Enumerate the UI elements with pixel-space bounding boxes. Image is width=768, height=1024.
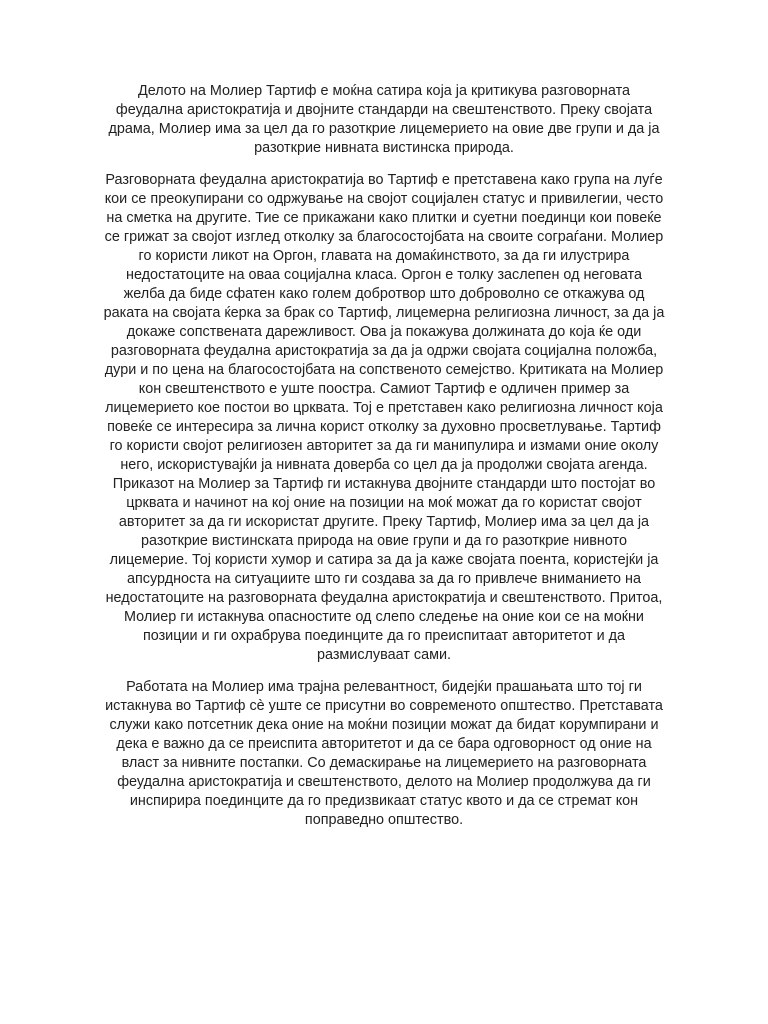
paragraph-intro: Делото на Молиер Тартиф е моќна сатира која ја критикува разговорната феудална аристократија и двојните стандарди на свештенството. Преку својата драма, Молиер има за цел да го разоткрие лицемерието на овие две групи и да ја разоткрие нивната вистинска природа. <box>108 83 660 156</box>
paragraph-conclusion: Работата на Молиер има трајна релевантност, бидејќи прашањата што тој ги истакнува во Тартиф сè уште се присутни во современото општество. Претставата служи како потсетник дека оние на моќни позиции можат да бидат корумпирани и дека е важно да се преиспита авторитетот и да се бара одговорност од оние на власт за нивните постапки. Со демаскирање на лицемерието на разговорната феудална аристократија и свештенството, делото на Молиер продолжува да ги инспирира поединците да го предизвикаат статус квото и да се стремат кон поправедно општество. <box>105 679 663 828</box>
paragraph-body: Разговорната феудална аристократија во Тартиф е претставена како група на луѓе кои се преокупирани со одржување на својот социјален статус и привилегии, често на сметка на другите. Тие се прикажани како плитки и суетни поединци кои повеќе се грижат за својот изглед отколку за благосостојбата на своите сограѓани. Молиер го користи ликот на Оргон, главата на домаќинството, за да ги илустрира недостатоците на оваа социјална класа. Оргон е толку заслепен од неговата желба да биде сфатен како голем добротвор што доброволно се откажува од раката на својата ќерка за брак со Тартиф, лицемерна религиозна личност, за да ја докаже сопствената дарежливост. Ова ја покажува должината до која ќе оди разговорната феудална аристократија за да ја одржи својата социјална положба, дури и по цена на благосостојбата на сопственото семејство. Критиката на Молиер кон свештенството е уште поостра. Самиот Тартиф е одличен пример за лицемерието кое постои во црквата. Тој е претставен како религиозна личност која повеќе се интересира за лична корист отколку за духовно просветлување. Тартиф го користи својот религиозен авторитет за да ги манипулира и измами оние околу него, искористувајќи ја нивната доверба со цел да ја продолжи својата агенда. Приказот на Молиер за Тартиф ги истакнува двојните стандарди што постојат во црквата и начинот на кој оние на позиции на моќ можат да го користат својот авторитет за да ги искористат другите. Преку Тартиф, Молиер има за цел да ја разоткрие вистинската природа на овие групи и да го разоткрие нивното лицемерие. Тој користи хумор и сатира за да ја каже својата поента, користејќи ја апсурдноста на ситуациите што ги создава за да го привлече вниманието на недостатоците на разговорната феудална аристократија и свештенството. Притоа, Молиер ги истакнува опасностите од слепо следење на оние кои се на моќни позиции и ги охрабрува поединците да го преиспитаат авторитетот и да размислуваат сами. <box>103 172 665 663</box>
document-page <box>92 82 676 843</box>
